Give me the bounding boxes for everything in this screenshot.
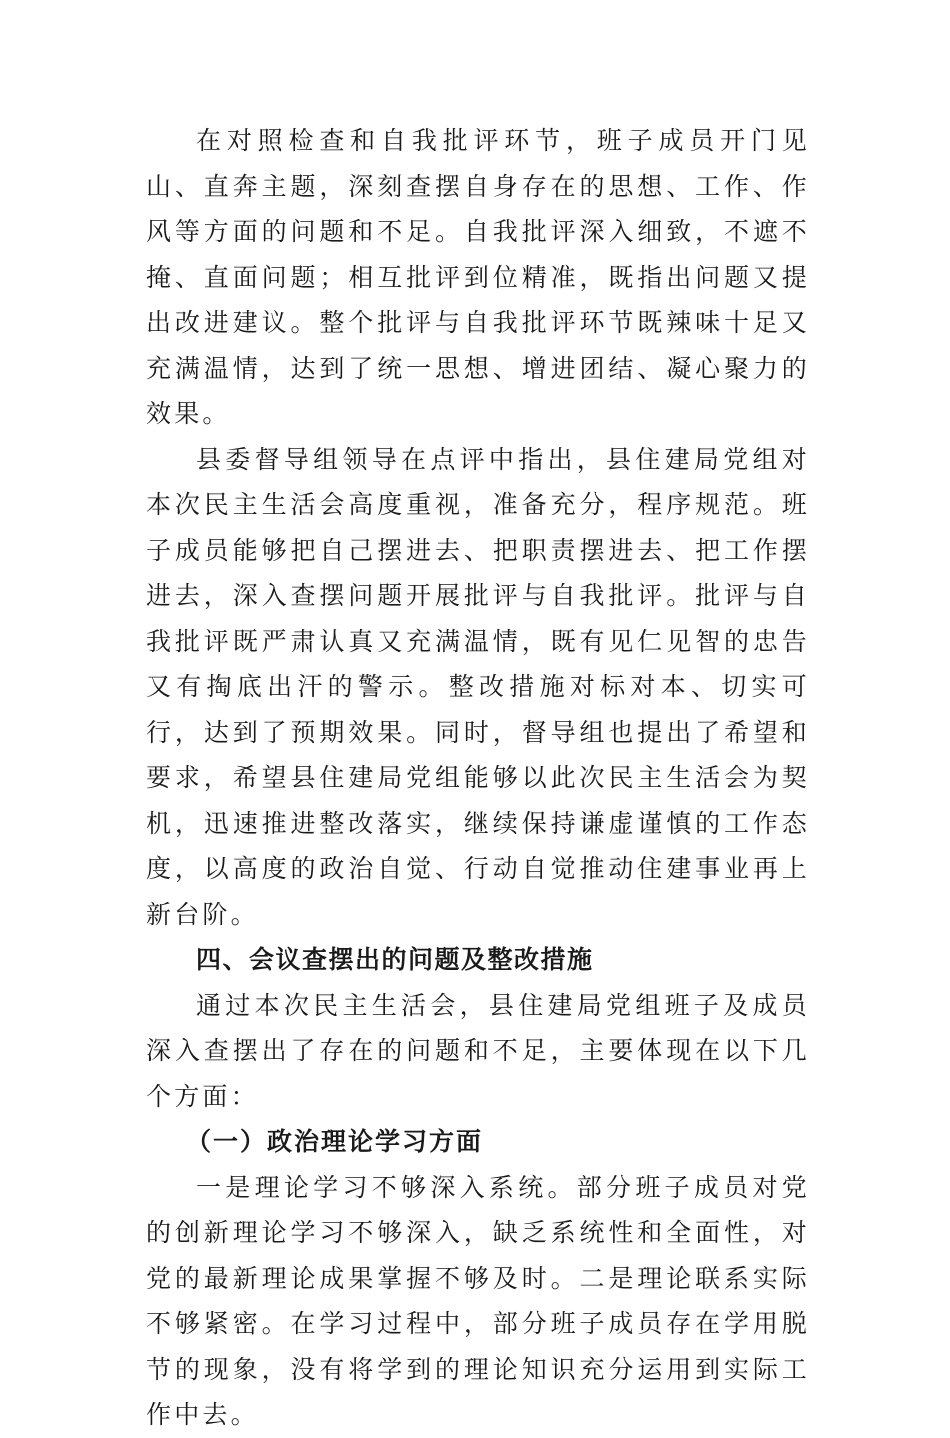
paragraph-theory-study-problems: 一是理论学习不够深入系统。部分班子成员对党的创新理论学习不够深入，缺乏系统性和全面性，对党的最新理论成果掌握不够及时。二是理论联系实际不够紧密。在学习过程中，部分班子成员存在学用脱节的现象，没有将学到的理论知识充分运用到实际工作中去。 (146, 1172, 810, 1429)
paragraph-supervision-comments: 县委督导组领导在点评中指出，县住建局党组对本次民主生活会高度重视，准备充分，程序规范。班子成员能够把自己摆进去、把职责摆进去、把工作摆进去，深入查摆问题开展批评与自我批评。批评与自我批评既严肃认真又充满温情，既有见仁见智的忠告又有掏底出汗的警示。整改措施对标对本、切实可行，达到了预期效果。同时，督导组也提出了希望和要求，希望县住建局党组能够以此次民主生活会为契机，迅速推进整改落实，继续保持谦虚谨慎的工作态度，以高度的政治自觉、行动自觉推动住建事业再上新台阶。 (146, 444, 810, 929)
subheading-political-theory: （一）政治理论学习方面 (186, 1127, 484, 1156)
section-heading-problems-measures: 四、会议查摆出的问题及整改措施 (196, 945, 594, 974)
paragraph-criticism-session: 在对照检查和自我批评环节，班子成员开门见山、直奔主题，深刻查摆自身存在的思想、工作、作风等方面的问题和不足。自我批评深入细致，不遮不掩、直面问题；相互批评到位精准，既指出问题又提出改进建议。整个批评与自我批评环节既辣味十足又充满温情，达到了统一思想、增进团结、凝心聚力的效果。 (146, 126, 810, 428)
paragraph-problems-intro: 通过本次民主生活会，县住建局党组班子及成员深入查摆出了存在的问题和不足，主要体现在以下几个方面： (146, 990, 810, 1111)
document-body (146, 118, 810, 1438)
